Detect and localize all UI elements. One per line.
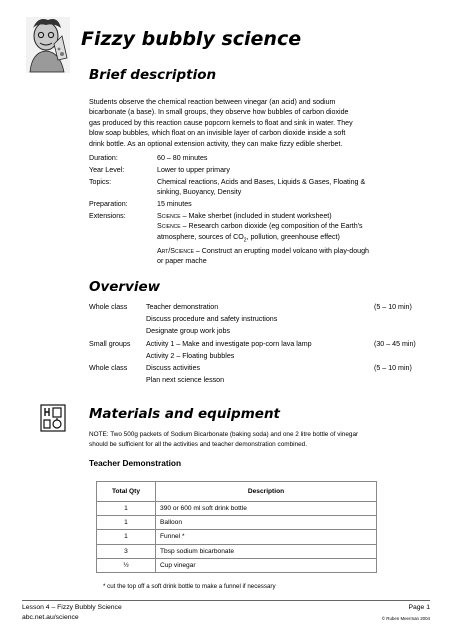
col-qty: Total Qty [97, 482, 156, 502]
ext-text: – Construct an erupting model volcano with play-dough [193, 246, 369, 255]
overview-heading: Overview [89, 279, 161, 295]
qty-cell: 1 [97, 516, 156, 530]
overview-group: Whole class [89, 364, 128, 372]
qty-cell: 3 [97, 544, 156, 558]
duration-label: Duration: [89, 154, 118, 162]
brief-heading: Brief description [89, 67, 217, 83]
ext-label: Extensions: [89, 212, 126, 220]
note-line: should be sufficient for all the activities and teacher demonstration combined. [89, 440, 307, 448]
teacher-demo-heading: Teacher Demonstration [89, 458, 182, 468]
ext-text: – Research carbon dioxide (eg composition of the Earth's [180, 222, 363, 231]
brief-line: bicarbonate (a base). In small groups, they observe how bubbles of carbon dioxide [89, 108, 349, 117]
overview-activity: Designate group work jobs [146, 327, 230, 335]
footer-url: abc.net.au/science [22, 614, 79, 621]
desc-cell: Cup vinegar [156, 558, 377, 572]
topics-label: Topics: [89, 178, 112, 186]
footer-page: Page 1 [408, 604, 430, 611]
scientist-illustration [24, 14, 72, 76]
year-value: Lower to upper primary [157, 166, 230, 174]
overview-activity: Teacher demonstration [146, 303, 219, 311]
brief-line: Students observe the chemical reaction between vinegar (an acid) and sodium [89, 98, 336, 106]
materials-heading: Materials and equipment [89, 406, 281, 422]
ext-line [157, 246, 447, 256]
overview-activity: Activity 2 – Floating bubbles [146, 352, 235, 360]
footer-copyright: © Ruben Meerman 2004 [381, 616, 430, 621]
brief-paragraph [89, 97, 439, 149]
table-row [97, 530, 377, 544]
ext-value [157, 211, 447, 266]
ext-text: atmosphere, sources of CO [157, 232, 244, 241]
qty-cell: ½ [97, 558, 156, 572]
qty-cell: 1 [97, 530, 156, 544]
overview-activity: Plan next science lesson [146, 376, 225, 384]
ext-text: – Make sherbet (included in student worksheet) [180, 212, 332, 220]
ext-line [157, 221, 447, 231]
overview-activity: Discuss activities [146, 364, 201, 372]
ext-line [157, 232, 447, 246]
ext-tag: Art/Science [157, 246, 194, 255]
desc-cell: Funnel * [156, 530, 377, 544]
topics-line: Chemical reactions, Acids and Bases, Liquids & Gases, Floating & [157, 178, 366, 186]
note-line: NOTE: Two 500g packets of Sodium Bicarbonate (baking soda) and one 2 litre bottle of vinegar [89, 431, 359, 438]
overview-activity: Activity 1 – Make and investigate pop-corn lava lamp [146, 340, 312, 348]
materials-table [96, 481, 377, 573]
footer-rule [22, 600, 430, 601]
topics-line: sinking, Buoyancy, Density [157, 188, 242, 197]
overview-time: (30 – 45 min) [374, 340, 416, 348]
qty-cell: 1 [97, 502, 156, 516]
ext-line: or paper mache [157, 257, 207, 266]
table-row [97, 516, 377, 530]
overview-group: Small groups [89, 340, 131, 348]
table-header-row [97, 482, 377, 502]
brief-line: blow soap bubbles, which float on an invisible layer of carbon dioxide inside a soft [89, 129, 346, 138]
desc-cell: Balloon [156, 516, 377, 530]
equipment-icon [40, 404, 66, 432]
table-footnote: * cut the top off a soft drink bottle to make a funnel if necessary [103, 583, 276, 590]
prep-value: 15 minutes [157, 200, 192, 208]
brief-line: drink bottle. As an optional extension activity, they can make fizzy edible sherbet. [89, 139, 343, 148]
ext-line [157, 211, 447, 221]
ext-sub: 2 [243, 237, 247, 244]
duration-value: 60 – 80 minutes [157, 154, 208, 162]
table-row [97, 502, 377, 516]
ext-tag: Science [157, 222, 181, 231]
ext-text: , pollution, greenhouse effect) [246, 232, 340, 241]
brief-line: gas produced by this reaction cause popcorn kernels to float and sink in water. They [89, 118, 353, 127]
col-desc: Description [156, 482, 377, 502]
table-row [97, 558, 377, 572]
overview-time: (5 – 10 min) [374, 303, 412, 311]
overview-activity: Discuss procedure and safety instructions [146, 315, 278, 323]
page-title: Fizzy bubbly science [81, 28, 302, 50]
year-label: Year Level: [89, 166, 125, 174]
ext-tag: Science [157, 212, 181, 220]
footer-lesson: Lesson 4 – Fizzy Bubbly Science [22, 604, 122, 611]
desc-cell: Tbsp sodium bicarbonate [156, 544, 377, 558]
overview-group: Whole class [89, 303, 128, 311]
table-row [97, 544, 377, 558]
materials-note [89, 430, 358, 449]
topics-value [157, 177, 365, 198]
prep-label: Preparation: [89, 200, 128, 208]
desc-cell: 390 or 600 ml soft drink bottle [156, 502, 377, 516]
overview-time: (5 – 10 min) [374, 364, 412, 372]
